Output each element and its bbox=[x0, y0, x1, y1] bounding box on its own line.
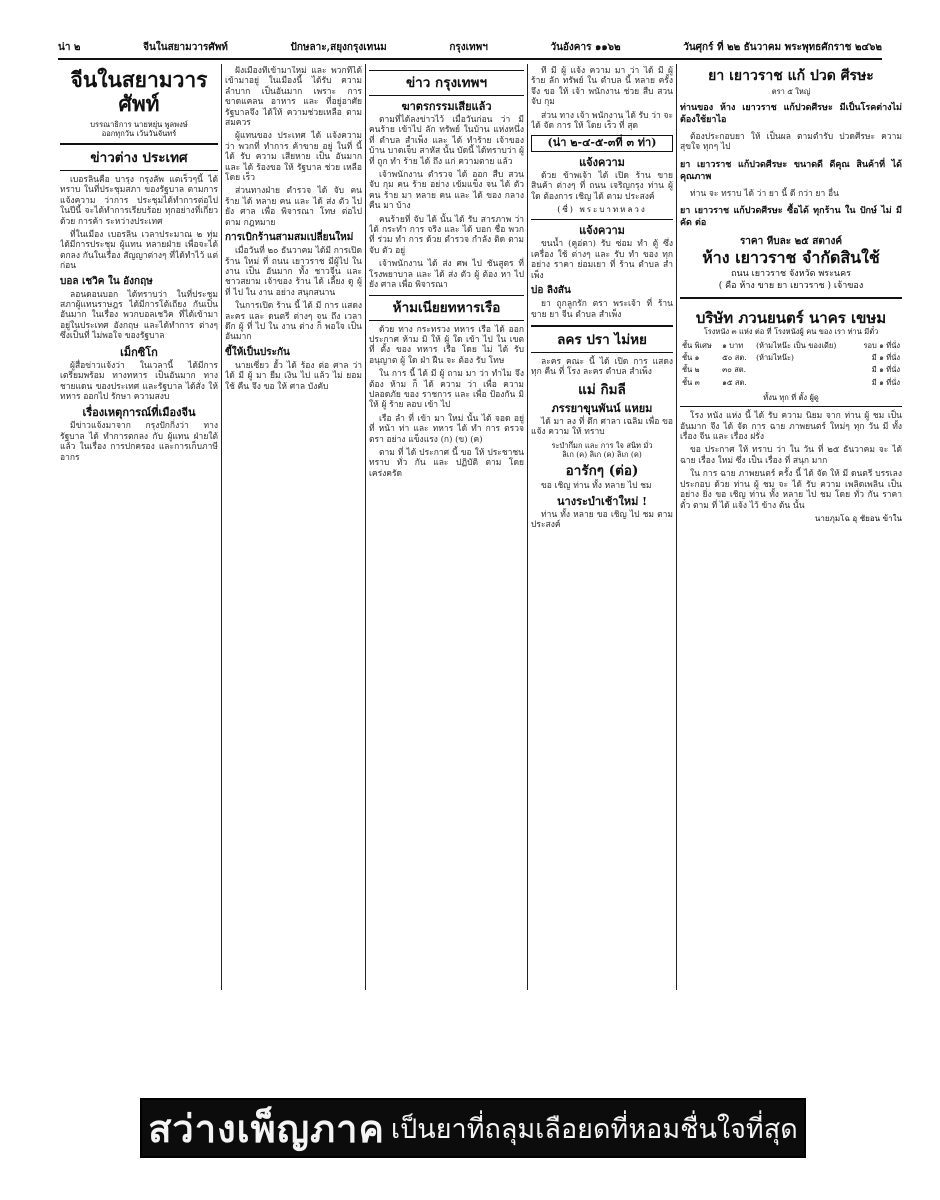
folio-rule bbox=[58, 58, 882, 60]
theatre-heading: นางระบำเช้าใหม่ ! bbox=[557, 494, 647, 508]
article-paragraph: ตาม ที่ ได้ ประกาศ นี้ ขอ ให้ ประชาชน ทราบ ทั่ว กัน และ ปฏิบัติ ตาม โดย เคร่งครัด bbox=[369, 447, 524, 479]
divider bbox=[531, 219, 673, 220]
article-paragraph: ผู้สื่อข่าวแจ้งว่า ในเวลานี้ ได้มีการ เตรียมพร้อม ทางทหาร เป็นอันมาก ทางชายแดน ของประเทศ และรัฐบาล ได้สั่ง ให้ทหาร ออกไป รักษา ความสงบ bbox=[60, 360, 218, 402]
article-paragraph: ตามที่ได้ลงข่าวไว้ เมื่อวันก่อน ว่า มีคนร้าย เข้าไป ลัก ทรัพย์ ในบ้าน แห่งหนึ่ง ที่ ตำบล สำเพ็ง และ ได้ ทำร้าย เจ้าของ บ้าน บาดเจ็บ สาหัส นั้น บัดนี้ ได้ทราบว่า ผู้ ที่ ถูก ทำ ร้าย ได้ ถึง แก่ ความตาย แล้ว bbox=[369, 115, 524, 167]
seat-count: มี ๑ ที่นั่ง bbox=[871, 353, 900, 363]
section-heading-bangkok-news: ข่าว กรุงเทพฯ bbox=[405, 75, 488, 91]
advert-firm-address: ถนน เยาวราช จังหวัด พระนคร bbox=[731, 268, 851, 279]
advert-title: ยา เยาวราช แก้ ปวด ศีรษะ bbox=[708, 68, 874, 84]
divider bbox=[369, 295, 524, 296]
seat-note bbox=[754, 364, 854, 376]
seat-price: ๑ บาท bbox=[722, 340, 744, 350]
notice-signature: (ซี่) พระบาทหลวง bbox=[557, 205, 647, 215]
advert-body: ท่าน จะ ทราบ ได้ ว่า ยา นี้ ดี กว่า ยา อื่น bbox=[690, 188, 839, 199]
article-paragraph: ด้วย ทาง กระทรวง ทหาร เรือ ได้ ออก ประกาศ ห้าม มิ ให้ ผู้ ใด เข้า ไป ใน เขต ที่ ตั้ง ของ ทหาร เรือ โดย ไม่ ได้ รับ อนุญาต ผู้ ใด ฝ่า ฝืน จะ ต้อง รับ โทษ bbox=[369, 324, 524, 366]
divider bbox=[680, 406, 902, 407]
cinema-price-table bbox=[680, 340, 902, 390]
seat-count: รอบ ๑ ที่นั่ง bbox=[863, 340, 900, 350]
table-row bbox=[680, 364, 902, 376]
notice-subheading: บ่อ ลิงสัน bbox=[531, 285, 571, 297]
column-4 bbox=[531, 66, 673, 995]
seat-price: ๕๐ สต. bbox=[722, 353, 747, 363]
article-paragraph: ที่ในเมือง เบอรลิน เวลาประมาณ ๒ ทุ่ม ได้มีการประชุม ผู้แทน หลายฝ่าย เพื่อจะได้ตกลง กันในเรื่อง สัญญาต่างๆ ที่ได้ทำไว้ แต่ก่อน bbox=[60, 230, 218, 272]
seat-note bbox=[754, 377, 854, 389]
divider bbox=[531, 325, 673, 327]
theatre-line: ระบำกึ่มก และ การ ใจ สนิท มั่ว bbox=[551, 440, 653, 450]
divider bbox=[60, 170, 218, 171]
article-heading: ห้ามเนียยทหารเรือ bbox=[392, 299, 501, 316]
folio-weekday: วันอังคาร ๑๑๖๒ bbox=[550, 42, 621, 53]
theatre-paragraph: ละคร คณะ นี้ ได้ เปิด การ แสดง ทุก คืน ที่ โรง ละคร ตำบล สำเพ็ง bbox=[531, 356, 673, 378]
cinema-company-title: บริษัท ภวนยนตร์ นาคร เขษม bbox=[695, 308, 887, 327]
table-row bbox=[680, 377, 902, 389]
folio-page-number: น่า ๒ bbox=[58, 42, 81, 53]
column-1 bbox=[60, 66, 218, 995]
theatre-line: ลิเก (ค) ลิเก (ค) ลิเก (ค) bbox=[562, 449, 642, 459]
column-rule bbox=[676, 64, 677, 990]
cinema-paragraph: โรง หนัง แห่ง นี้ ได้ รับ ความ นิยม จาก ท่าน ผู้ ชม เป็น อันมาก จึง ได้ จัด การ ฉาย ภาพยนตร์ ใหม่ๆ ทุก วัน มี ทั้ง เรื่อง จีน และ เรื่อง ฝรั่ง bbox=[680, 411, 902, 443]
folio-masthead-name: จีนในสยามวารศัพท์ bbox=[143, 42, 228, 53]
divider bbox=[60, 143, 218, 145]
section-heading-foreign-news: ข่าวต่าง ประเทศ bbox=[90, 150, 188, 166]
cinema-signature: นายภุมโฉ อุ ชัยอน ข้าใน bbox=[814, 513, 902, 523]
divider bbox=[369, 95, 524, 96]
bottom-banner-advert bbox=[140, 1098, 806, 1158]
folio-city: กรุงเทพฯ bbox=[449, 42, 488, 53]
seat-count: มี ๑ ที่นั่ง bbox=[871, 365, 900, 375]
article-paragraph: คนร้ายที่ จับ ได้ นั้น ได้ รับ สารภาพ ว่า ได้ กระทำ การ จริง และ ได้ บอก ชื่อ พวก ที่ ร่วม ทำ การ ด้วย ตำรวจ กำลัง ติด ตาม จับ ตัว อยู่ bbox=[369, 214, 524, 256]
cinema-paragraph: ใน การ ฉาย ภาพยนตร์ ครั้ง นี้ ได้ จัด ให้ มี ดนตรี บรรเลง ประกอบ ด้วย ท่าน ผู้ ชม จะ ได้ รับ ความ เพลิดเพลิน เป็น อย่าง ยิ่ง ขอ เชิญ ท่าน ทั้ง หลาย ไป ชม โดย ทั่ว กัน ราคา ตั๋ว ตาม ที่ ได้ แจ้ง ไว้ ข้าง ต้น นั้น bbox=[680, 469, 902, 511]
article-paragraph: ใน การ นี้ ได้ มี ผู้ ถาม มา ว่า ทำไม จึง ต้อง ห้าม ก็ ได้ ความ ว่า เพื่อ ความ ปลอดภัย ของ ราชการ และ เพื่อ ป้องกัน มิ ให้ ผู้ ร้าย ลอบ เข้า ไป bbox=[369, 369, 524, 411]
column-rule bbox=[365, 64, 366, 990]
seat-note: (ห้ามไหน๊ะ) bbox=[756, 353, 794, 363]
table-row bbox=[680, 352, 902, 364]
advert-price: ราคา หีบละ ๒๕ สตางค์ bbox=[739, 236, 843, 248]
divider bbox=[531, 352, 673, 353]
notice-heading: แจ้งความ bbox=[579, 155, 625, 169]
cinema-company-subtitle: โรงหนัง ๓ แห่ง ต่อ ที่ โรงหนังผู้ คน ของ เรา ท่าน มีตั๋ว bbox=[703, 326, 879, 336]
advert-line: ยา เยาวราช แก้ปวดศีรษะ ขนาดดี ดีคุณ สินค้าที่ ได้ คุณภาพ bbox=[680, 159, 902, 182]
folio-date-left: ปักษลาะ,สยุงกรุงเทนม bbox=[290, 42, 387, 53]
advert-tag: ตรา ๕ ใหญ่ bbox=[771, 87, 811, 96]
notice-paragraph: ขนน้ำ (คูอ่ตา) รับ ซ่อม ทำ ตู้ ซึ่ง เครื่อง ใช้ ต่างๆ และ รับ ทำ ของ ทุก อย่าง ราคา ย่อมเยา ที่ ร้าน ตำบล สำเพ็ง bbox=[531, 239, 673, 281]
article-subheading: ฆาตรกรรมเสียแล้ว bbox=[401, 100, 492, 113]
article-paragraph: ที่ มี ผู้ แจ้ง ความ มา ว่า ได้ มี ผู้ ร้าย ลัก ทรัพย์ ใน ตำบล นี้ หลาย ครั้ง จึง ขอ ให้ เจ้า พนักงาน ช่วย สืบ สวน จับ กุม bbox=[531, 66, 673, 108]
advert-body: ต้องประกอบยา ให้ เป็นผล ตามตำรับ ปวดศีรษะ ความ สุขใจ ทุกๆ ไป bbox=[680, 132, 902, 153]
article-paragraph: เจ้าพนักงาน ได้ ส่ง ศพ ไป ชันสูตร ที่ โรงพยาบาล และ ได้ ส่ง ตัว ผู้ ต้อง หา ไป ยัง ศาล เพื่อ พิจารณา bbox=[369, 259, 524, 291]
notice-paragraph: ด้วย ข้าพเจ้า ได้ เปิด ร้าน ขาย สินค้า ต่างๆ ที่ ถนน เจริญกรุง ท่าน ผู้ ใด ต้องการ เชิญ ได้ ตาม ประสงค์ bbox=[531, 170, 673, 202]
banner-brand: สว่างเพ็ญภาค bbox=[148, 1106, 385, 1151]
continued-box: (น่า ๒-๔-๕-๓ที่ ๓ ท่า) bbox=[531, 135, 673, 151]
column-rule bbox=[527, 64, 528, 990]
seat-note: (ห้ามไหน๊ะ เป็น ของเดีย) bbox=[756, 340, 837, 350]
article-paragraph: เมื่อวันที่ ๒๐ ธันวาคม ได้มี การเปิด ร้าน ใหม่ ที่ ถนน เยาวราช มีผู้ไป ในงาน เป็น อันมาก ทั้ง ชาวจีน และ ชาวสยาม เจ้าของ ร้าน ได้ เลี้ยง ดู ผู้ ที่ ไป ใน งาน อย่าง สนุกสนาน bbox=[225, 246, 362, 298]
article-paragraph: ส่วน ทาง เจ้า พนักงาน ได้ รับ ว่า จะ ได้ จัด การ ให้ โดย เร็ว ที่ สุด bbox=[531, 110, 673, 132]
article-heading: การเบิกร้านสามสมเปลี่ยนใหม่ bbox=[225, 232, 354, 244]
theatre-heading: อารักๆ (ต่อ) bbox=[565, 462, 639, 479]
folio-line bbox=[58, 40, 882, 56]
seat-class: ชั้น ๒ bbox=[682, 365, 700, 375]
theatre-performer-title: ภรรยาขุนพันน์ แหยม bbox=[551, 401, 653, 415]
seat-count: มี ๑ ที่นั่ง bbox=[871, 377, 900, 387]
seat-class: ชั้น ๓ bbox=[682, 377, 700, 387]
folio-date-right: วันศุกร์ ที่ ๒๒ ธันวาคม พระพุทธศักราช ๒๔๖๒ bbox=[683, 42, 882, 53]
divider bbox=[680, 297, 902, 299]
notice-heading: แจ้งความ bbox=[579, 224, 625, 238]
masthead-subtitle: บรรณาธิการ นายหยุ่น พูลพงษ์ bbox=[90, 120, 188, 129]
article-paragraph: เรือ ลำ ที่ เข้า มา ใหม่ นั้น ได้ จอด อยู่ ที่ หน้า ท่า และ ทหาร ได้ ทำ การ ตรวจ ตรา อย่าง แข็งแรง (ก) (ข) (ค) bbox=[369, 413, 524, 445]
advert-firm-name: ห้าง เยาวราช จำกัดสินใช้ bbox=[702, 247, 880, 267]
column-3 bbox=[369, 66, 524, 995]
theatre-paragraph: ได้ มา ลง ที่ ตึก ศาลา เฉลิม เพื่อ ขอ แจ้ง ความ ให้ ทราบ bbox=[531, 416, 673, 438]
theatre-paragraph: ขอ เชิญ ท่าน ทั้ง หลาย ไป ชม bbox=[541, 480, 652, 491]
masthead-title: จีนในสยามวารศัพท์ bbox=[70, 67, 208, 116]
theatre-paragraph: ท่าน ทั้ง หลาย ขอ เชิญ ไป ชม ตาม ประสงค์ bbox=[531, 509, 673, 531]
article-paragraph: ลอนดอนบอก ได้ทราบว่า ในที่ประชุม สภาผู้แทนราษฎร ได้มีการโต้เถียง กันเป็นอันมาก ในเรื่อง พวกบอลเชวิค ที่ได้เข้ามา อยู่ในประเทศ อังกฤษ และได้ทำการ ต่างๆ ซึ่งเป็นที่ ไม่พอใจ ของรัฐบาล bbox=[60, 289, 218, 342]
article-subheading: เรื่องเหตุการณ์ที่เมืองจีน bbox=[82, 406, 196, 420]
article-paragraph: ผู้แทนของ ประเทศ ได้ แจ้งความ ว่า พวกที่ ทำการ ค้าขาย อยู่ ในที่ นี้ ได้ รับ ความ เสียหาย เป็น อันมาก และ ได้ ร้องขอ ให้ รัฐบาล ช่วย เหลือ โดย เร็ว bbox=[225, 131, 362, 184]
seat-class: ชั้น พิเศษ bbox=[682, 340, 712, 350]
advert-line: ยา เยาวราช แก้ปวดศีรษะ ซื้อได้ ทุกร้าน ใน ปักษ์ ไม่ มี คัด ต่อ bbox=[680, 206, 902, 229]
advert-firm-owner: ( คือ ห้าง ขาย ยา เยาวราช ) เจ้าของ bbox=[718, 280, 864, 291]
theatre-performer: แม่ กิมลี bbox=[578, 381, 626, 398]
banner-slogan: เป็นยาที่ถลุมเลือยดที่หอมชื่นใจที่สุด bbox=[390, 1113, 798, 1145]
article-paragraph: ฝั่งเมืองที่เข้ามาใหม่ และ พวกที่ได้ เข้ามาอยู่ ในเมืองนี้ ได้รับ ความ ลำบาก เป็นอันมาก เพราะ การ ขาดแคลน อาหาร และ ที่อยู่อาศัย รัฐบาลจึง ได้ให้ ความช่วยเหลือ ตามสมควร bbox=[225, 66, 362, 129]
article-paragraph: ในการเปิด ร้าน นี้ ได้ มี การ แสดง ละคร และ ดนตรี ต่างๆ จน ถึง เวลา ดึก ผู้ ที่ ไป ใน งาน ต่าง ก็ พอใจ เป็น อันมาก bbox=[225, 301, 362, 343]
table-row bbox=[680, 340, 902, 352]
notice-paragraph: ยา ถูกลูกรัก ตรา พระเจ้า ที่ ร้าน ขาย ยา จีน ตำบล สำเพ็ง bbox=[531, 299, 673, 320]
column-rule bbox=[221, 64, 222, 990]
article-paragraph: ส่วนทางฝ่าย ตำรวจ ได้ จับ คน ร้าย ได้ หลาย คน และ ได้ ส่ง ตัว ไป ยัง ศาล เพื่อ พิจารณา โทษ ต่อไป ตาม กฎหมาย bbox=[225, 186, 362, 228]
theatre-heading: ลคร ปรา ไม่หย bbox=[557, 331, 647, 348]
article-paragraph: เจ้าพนักงาน ตำรวจ ได้ ออก สืบ สวน จับ กุม คน ร้าย อย่าง เข้มแข็ง จน ได้ ตัว คน ร้าย มา หลาย คน และ ได้ ของ กลาง คืน มา บ้าง bbox=[369, 170, 524, 212]
divider bbox=[369, 320, 524, 321]
article-subheading: บอล เชวิค ใน อังกฤษ bbox=[60, 275, 153, 287]
cinema-footnote: ทั้งน ทุก ที่ ตั้ง ผู้ดู bbox=[763, 393, 819, 403]
article-paragraph: มีข่าวแจ้งมาจาก กรุงปักกิ่งว่า ทางรัฐบาล ได้ ทำการตกลง กับ ผู้แทน ฝ่ายใต้ แล้ว ในเรื่อง การปกครอง และการเก็บภาษีอากร bbox=[60, 421, 218, 463]
article-heading: ขี้ให้เป็นประกัน bbox=[225, 346, 290, 358]
article-subheading: เม็กซิโก bbox=[120, 345, 158, 359]
divider bbox=[369, 70, 524, 71]
article-paragraph: เบอรลินคือ บารุง กรุงลัพ แตเร็วๆนี้ ได้ทราบ ในที่ประชุมสภา ของรัฐบาล ตามการแจ้งความ ว่าการ ประชุมได้ทำการต่อไป ในปีนี้ จะได้ทำการเรียบร้อย ทุกอย่างที่เกี่ยวด้วย การค้า ระหว่างประเทศ bbox=[60, 175, 218, 227]
seat-price: ๑๕ สต. bbox=[722, 377, 747, 387]
column-2 bbox=[225, 66, 362, 995]
masthead-subtitle: ออกทุกวัน เว้นวันจันทร์ bbox=[101, 129, 177, 138]
advert-subtitle: ท่านของ ห้าง เยาวราช แก้ปวดศีรษะ มีเป็นโรคต่างไม่ ต้องใช้ยาไอ bbox=[680, 103, 902, 125]
advert-column bbox=[680, 62, 902, 995]
seat-class: ชั้น ๑ bbox=[682, 353, 700, 363]
cinema-paragraph: ขอ ประกาศ ให้ ทราบ ว่า ใน วัน ที่ ๒๕ ธันวาคม จะ ได้ ฉาย เรื่อง ใหม่ ซึ่ง เป็น เรื่อง ที่ สนุก มาก bbox=[680, 445, 902, 466]
seat-price: ๓๐ สต. bbox=[722, 365, 747, 375]
article-paragraph: นายเซี่ยว ฮั้ว ได้ ร้อง ต่อ ศาล ว่า ได้ มี ผู้ มา ยืม เงิน ไป แล้ว ไม่ ยอม ใช้ คืน จึง ขอ ให้ ศาล บังคับ bbox=[225, 360, 362, 392]
